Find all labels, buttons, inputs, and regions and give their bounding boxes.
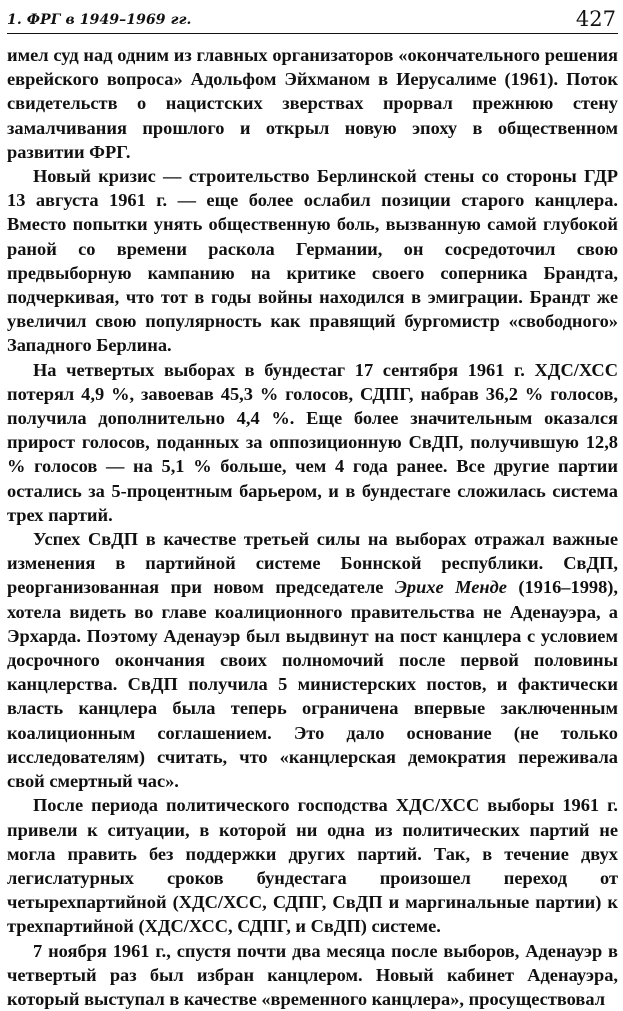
book-page xyxy=(7,0,619,1009)
page-number: 427 xyxy=(575,7,616,31)
emphasized-name: Эрихе Менде xyxy=(394,577,507,598)
paragraph-4-text-after: (1916–1998), хотела видеть во главе коалиционного правительства не Аденауэра, а Эрхарда. Поэтому Аденауэр был выдвинут на пост канцлера с условием досрочного окончания своих полномочий после первой половины канцлерства. СвДП получила 5 министерских постов, и фактически власть канцлера была теперь ограничена впервые заключенным коалиционным соглашением. Это дало основание (не только исследователям) считать, что «канцлерская демократия переживала свой смертный час». xyxy=(7,577,619,792)
paragraph-4-text-before: Успех СвДП в качестве третьей силы на выборах отражал важные изменения в партийной системе Боннской республики. СвДП, реорганизованная при новом председателе xyxy=(7,529,618,598)
body-text xyxy=(7,43,618,1011)
paragraph-6: 7 ноября 1961 г., спустя почти два месяца после выборов, Аденауэр в четвертый раз был избран канцлером. Новый кабинет Аденауэра, который выступал в качестве «временного канцлера», просуществовал xyxy=(7,940,618,1009)
paragraph-4 xyxy=(7,527,618,793)
page-header xyxy=(7,0,618,34)
paragraph-5: После периода политического господства ХДС/ХСС выборы 1961 г. привели к ситуации, в которой ни одна из политических партий не могла править без поддержки других партий. Так, в течение двух легислатурных сроков бундестага произошел переход от четырехпартийной (ХДС/ХСС, СДПГ, СвДП и маргинальные партии) к трехпартийной (ХДС/ХСС, СДПГ, и СвДП) системе. xyxy=(7,795,618,937)
paragraph-3: На четвертых выборах в бундестаг 17 сентября 1961 г. ХДС/ХСС потерял 4,9 %, завоевав 45,3 % голосов, СДПГ, набрав 36,2 % голосов, получила дополнительно 4,4 %. Еще более значительным оказался прирост голосов, поданных за оппозиционную СвДП, получившую 12,8 % голосов — на 5,1 % больше, чем 4 года ранее. Все другие партии остались за 5-процентным барьером, и в бундестаге сложилась система трех партий. xyxy=(7,359,618,525)
paragraph-2: Новый кризис — строительство Берлинской стены со стороны ГДР 13 августа 1961 г. — еще более ослабил позиции старого канцлера. Вместо попытки унять общественную боль, вызванную самой глубокой раной со времени раскола Германии, он сосредоточил свою предвыборную кампанию на критике своего соперника Брандта, подчеркивая, что тот в годы войны находился в эмиграции. Брандт же увеличил свою популярность как правящий бургомистр «свободного» Западного Берлина. xyxy=(7,166,618,356)
running-head: 1. ФРГ в 1949–1969 гг. xyxy=(7,12,192,28)
paragraph-1: имел суд над одним из главных организаторов «окончательного решения еврейского вопроса» Адольфом Эйхманом в Иерусалиме (1961). Поток свидетельств о нацистских зверствах прорвал прежнюю стену замалчивания прошлого и открыл новую эпоху в общественном развитии ФРГ. xyxy=(7,45,618,162)
